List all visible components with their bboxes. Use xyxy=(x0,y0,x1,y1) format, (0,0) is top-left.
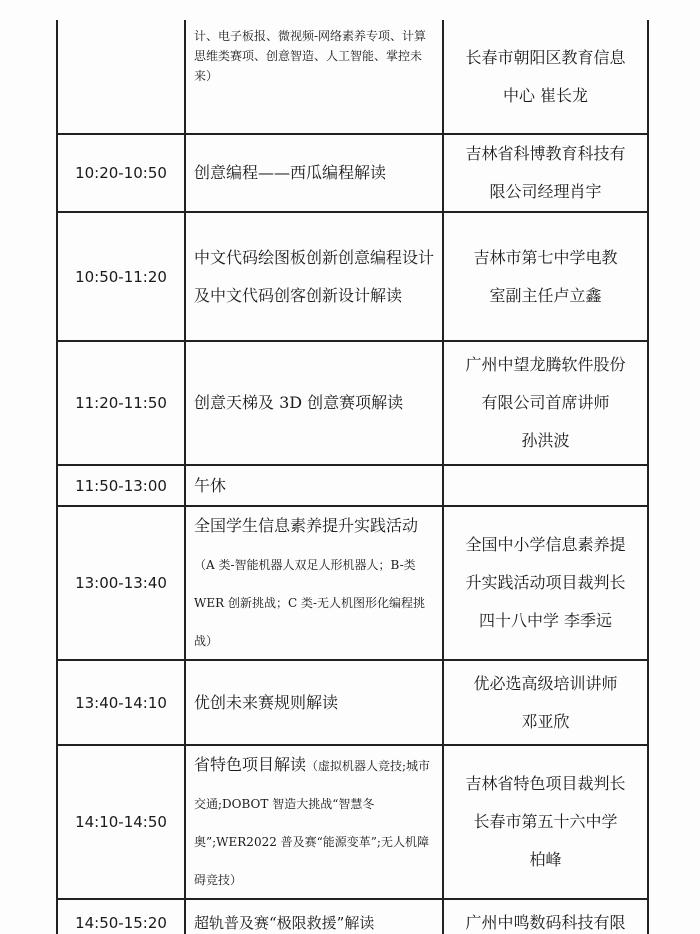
speaker-line: 邓亚欣 xyxy=(521,711,570,731)
table-row xyxy=(57,899,648,934)
speaker-line: 有限公司首席讲师 xyxy=(481,393,610,412)
table-row xyxy=(57,660,648,745)
topic-cell: 中文代码绘图板创新创意编程设计及中文代码创客创新设计解读 xyxy=(185,212,443,341)
topic-cell: 超轨普及赛“极限救援”解读 xyxy=(185,899,443,934)
speaker-line: 吉林省特色项目裁判长 xyxy=(465,774,626,793)
table-row xyxy=(57,341,648,465)
time-cell: 10:50-11:20 xyxy=(57,212,185,341)
speaker-line: 广州中鸣数码科技有限 xyxy=(465,912,626,932)
speaker-line: 柏峰 xyxy=(529,850,562,869)
topic-cell: 优创未来赛规则解读 xyxy=(185,660,443,745)
table-row xyxy=(57,20,648,134)
speaker-cell xyxy=(443,341,648,465)
time-cell: 13:40-14:10 xyxy=(57,660,185,745)
speaker-line: 室副主任卢立鑫 xyxy=(489,285,602,305)
topic-cell xyxy=(185,745,443,899)
table-row xyxy=(57,212,648,341)
topic-title: 全国学生信息素养提升实践活动 xyxy=(194,516,419,535)
speaker-line: 吉林市第七中学电教 xyxy=(473,247,618,267)
time-cell: 11:50-13:00 xyxy=(57,465,185,506)
speaker-line: 中心 崔长龙 xyxy=(502,85,589,105)
speaker-line: 优必选高级培训讲师 xyxy=(473,673,618,693)
speaker-line: 升实践活动项目裁判长 xyxy=(465,573,626,592)
speaker-line: 四十八中学 李季远 xyxy=(478,611,613,630)
schedule-table xyxy=(56,20,649,934)
time-cell: 13:00-13:40 xyxy=(57,506,185,660)
topic-note: 计、电子板报、微视频-网络素养专项、计算思维类赛项、创意智造、人工智能、掌控未来） xyxy=(194,29,427,83)
topic-note: （A 类-智能机器人双足人形机器人；B-类 WER 创新挑战；C 类-无人机图形化编程挑战） xyxy=(194,558,425,648)
speaker-cell xyxy=(443,506,648,660)
speaker-line: 全国中小学信息素养提 xyxy=(465,535,626,554)
time-cell: 10:20-10:50 xyxy=(57,134,185,212)
topic-note: （虚拟机器人竞技;城市交通;DOBOT 智造大挑战“智慧冬奥”;WER2022 普及赛“能源变革”;无人机障碍竞技） xyxy=(194,759,431,887)
topic-cell: 创意编程——西瓜编程解读 xyxy=(185,134,443,212)
speaker-line: 广州中望龙腾软件股份 xyxy=(465,355,626,374)
speaker-cell xyxy=(443,212,648,341)
topic-cell: 午休 xyxy=(185,465,443,506)
speaker-cell xyxy=(443,20,648,134)
topic-title: 省特色项目解读 xyxy=(194,755,307,774)
speaker-line: 吉林省科博教育科技有 xyxy=(465,144,626,163)
speaker-cell xyxy=(443,745,648,899)
time-cell: 14:10-14:50 xyxy=(57,745,185,899)
topic-cell xyxy=(185,506,443,660)
speaker-line: 长春市第五十六中学 xyxy=(473,812,618,831)
speaker-cell xyxy=(443,134,648,212)
speaker-line: 孙洪波 xyxy=(521,431,570,450)
table-row xyxy=(57,745,648,899)
speaker-cell xyxy=(443,660,648,745)
table-row xyxy=(57,506,648,660)
speaker-cell xyxy=(443,465,648,506)
speaker-line: 长春市朝阳区教育信息 xyxy=(465,47,626,67)
topic-cell xyxy=(185,20,443,134)
speaker-line: 限公司经理肖宇 xyxy=(489,182,602,201)
table-row xyxy=(57,465,648,506)
table-row xyxy=(57,134,648,212)
time-cell xyxy=(57,20,185,134)
time-cell: 11:20-11:50 xyxy=(57,341,185,465)
speaker-cell xyxy=(443,899,648,934)
time-cell: 14:50-15:20 xyxy=(57,899,185,934)
topic-cell: 创意天梯及 3D 创意赛项解读 xyxy=(185,341,443,465)
